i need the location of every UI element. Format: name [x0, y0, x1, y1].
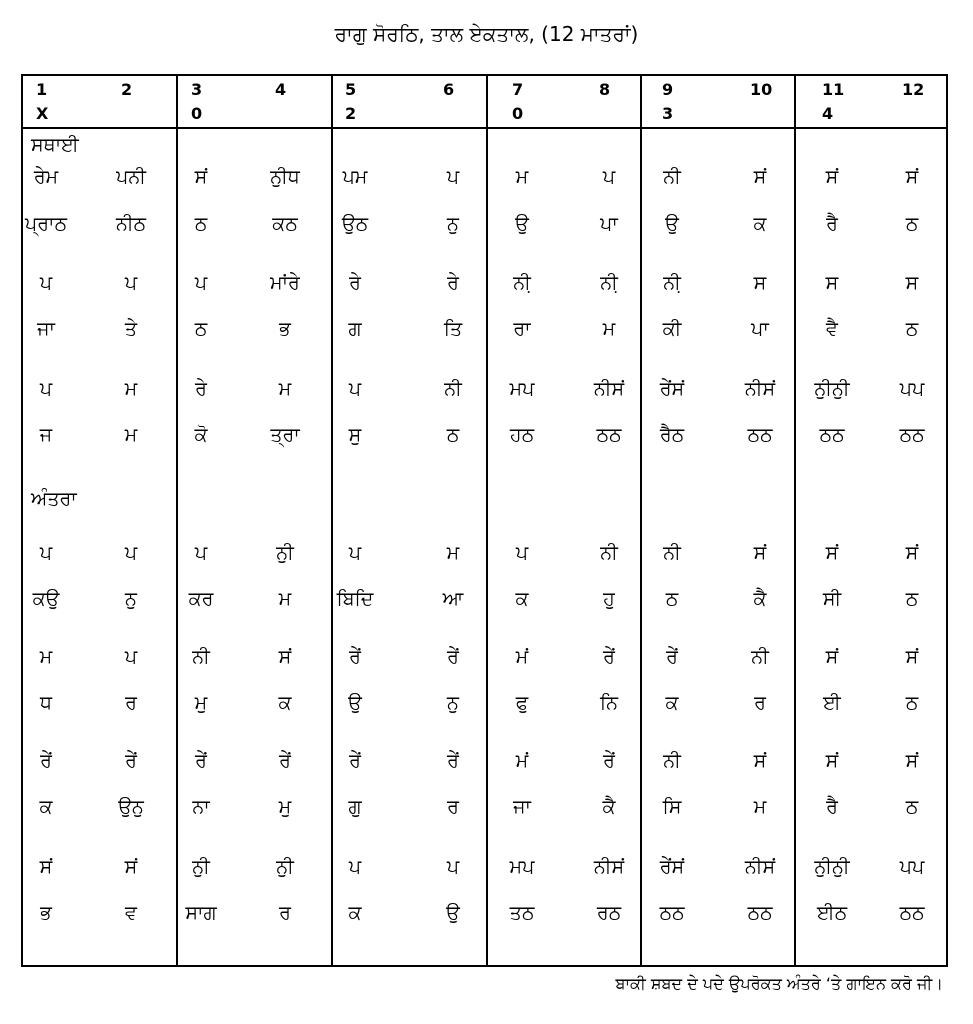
bol-cell: ਤ੍ਰਾ	[270, 424, 300, 446]
swar-cell: ਰੇਂ	[279, 750, 291, 772]
bol-cell: ਜ	[39, 424, 53, 446]
swar-cell: ਪ	[39, 378, 53, 400]
bol-cell: ਮੁ	[194, 692, 208, 714]
bol-cell: ਨੁ	[125, 588, 137, 610]
swar-cell: ਪ	[194, 542, 208, 564]
bol-cell: ਉ	[515, 213, 529, 235]
bol-cell: ਭ	[279, 318, 291, 340]
bol-cell: ਨੁ	[447, 213, 459, 235]
bol-cell: ਠਠ	[747, 902, 773, 924]
bol-cell: ਆ	[442, 588, 464, 610]
bol-cell: ਜਾ	[513, 796, 531, 818]
swar-cell: ਸਂ	[825, 750, 839, 772]
bol-cell: ਰ	[125, 692, 137, 714]
bol-cell: ਗੁ	[348, 796, 362, 818]
swar-cell: ਰੇ	[349, 272, 361, 294]
swar-cell: ਰੇਂ	[603, 750, 615, 772]
bol-cell: ਰਠ	[596, 902, 622, 924]
bol-cell: ਕੈ	[753, 588, 767, 610]
swar-cell: ਸਂ	[753, 166, 767, 188]
swar-cell: ਸ	[825, 272, 839, 294]
bol-cell: ਰੈ	[826, 796, 838, 818]
swar-cell: ਮਂ	[515, 750, 529, 772]
swar-cell: ਰੇਂ	[349, 750, 361, 772]
swar-cell: ਰੇਂ	[447, 750, 459, 772]
swar-cell: ਪਮ	[342, 166, 368, 188]
beat-number: 1	[36, 80, 48, 99]
swar-cell: ਮ	[124, 378, 138, 400]
page-title: ਰਾਗੁ ਸੋਰਠਿ, ਤਾਲ ਏਕਤਾਲ, (12 ਮਾਤਰਾਂ)	[334, 22, 639, 46]
bol-cell: ਹਠ	[509, 424, 535, 446]
bol-cell: ਠ	[905, 692, 919, 714]
bol-cell: ਠਠ	[899, 902, 925, 924]
notation-grid	[21, 74, 948, 967]
swar-cell: ਨੀ਼	[513, 272, 531, 294]
bol-cell: ਨਿ	[600, 692, 618, 714]
taal-mark: 4	[822, 104, 834, 123]
taal-mark: 2	[345, 104, 357, 123]
bol-cell: ਕੈ	[602, 796, 616, 818]
bol-cell: ਰਾ	[513, 318, 531, 340]
swar-cell: ਨੁੀਨੁੀ	[814, 856, 850, 878]
swar-cell: ਨੁੀ	[276, 542, 294, 564]
bol-cell: ਉਨੁ	[118, 796, 144, 818]
swar-cell: ਮ	[278, 378, 292, 400]
beat-number: 8	[599, 80, 611, 99]
swar-cell: ਪ	[124, 272, 138, 294]
swar-cell: ਨੀ	[663, 542, 681, 564]
swar-cell: ਮਾਂਰੇ	[270, 272, 300, 294]
taal-mark: 0	[512, 104, 524, 123]
beat-number: 5	[345, 80, 357, 99]
bol-cell: ਕੋ	[194, 424, 208, 446]
bol-cell: ਠ	[446, 424, 460, 446]
beat-number: 12	[902, 80, 925, 99]
bol-cell: ਧ	[40, 692, 52, 714]
beat-number: 10	[750, 80, 773, 99]
bol-cell: ਠ	[905, 796, 919, 818]
bol-cell: ਵੈ	[826, 318, 838, 340]
column-divider	[176, 76, 178, 965]
swar-cell: ਨੀ	[600, 542, 618, 564]
taal-mark: X	[36, 104, 49, 123]
bol-cell: ਪ੍ਰਾਠ	[25, 213, 67, 235]
swar-cell: ਨੀ	[751, 646, 769, 668]
swar-cell: ਸ	[905, 272, 919, 294]
section-label-antra: ਅੰਤਰਾ	[31, 488, 77, 510]
beat-number: 4	[275, 80, 287, 99]
swar-cell: ਮ	[515, 166, 529, 188]
bol-cell: ਪਾ	[751, 318, 769, 340]
bol-cell: ਨਾ	[192, 796, 210, 818]
swar-cell: ਰੇਂ	[125, 750, 137, 772]
swar-cell: ਪਪ	[899, 856, 925, 878]
bol-cell: ਉ	[446, 902, 460, 924]
bol-cell: ਮੁ	[278, 796, 292, 818]
bol-cell: ਠ	[194, 318, 208, 340]
swar-cell: ਰੇਮ	[33, 166, 59, 188]
swar-cell: ਪਨੀ	[116, 166, 146, 188]
header-divider	[23, 127, 946, 129]
swar-cell: ਪ	[194, 272, 208, 294]
swar-cell: ਸਂ	[825, 646, 839, 668]
bol-cell: ਤਠ	[509, 902, 535, 924]
bol-cell: ਨੁ	[447, 692, 459, 714]
beat-number: 11	[822, 80, 845, 99]
swar-cell: ਪਪ	[899, 378, 925, 400]
bol-cell: ਰ	[279, 902, 291, 924]
swar-cell: ਨੀ਼	[663, 272, 681, 294]
swar-cell: ਸਂ	[825, 166, 839, 188]
swar-cell: ਨੁੀਨੁੀ	[814, 378, 850, 400]
swar-cell: ਪ	[39, 272, 53, 294]
swar-cell: ਪ	[348, 378, 362, 400]
section-label-sthai: ਸਥਾਈ	[31, 134, 79, 156]
bol-cell: ਠਠ	[659, 902, 685, 924]
swar-cell: ਪ	[446, 856, 460, 878]
bol-cell: ਠ	[194, 213, 208, 235]
taal-mark: 0	[191, 104, 203, 123]
bol-cell: ਕ	[515, 588, 529, 610]
taal-mark: 3	[662, 104, 674, 123]
swar-cell: ਰੇਂ	[195, 750, 207, 772]
bol-cell: ਠਠ	[819, 424, 845, 446]
bol-cell: ਈਠ	[816, 902, 848, 924]
swar-cell: ਨੀਸਂ	[744, 378, 776, 400]
swar-cell: ਰੇਂਸਂ	[659, 856, 685, 878]
swar-cell: ਸਂ	[905, 166, 919, 188]
bol-cell: ਠਠ	[899, 424, 925, 446]
bol-cell: ਸੁ	[348, 424, 362, 446]
swar-cell: ਪ	[515, 542, 529, 564]
beat-number: 9	[662, 80, 674, 99]
bol-cell: ਉ	[665, 213, 679, 235]
beat-number: 2	[121, 80, 133, 99]
bol-cell: ਕਉ	[32, 588, 60, 610]
swar-cell: ਨੀਸਂ	[593, 856, 625, 878]
swar-cell: ਸ	[753, 272, 767, 294]
bol-cell: ਪਾ	[600, 213, 618, 235]
swar-cell: ਨੀਸਂ	[593, 378, 625, 400]
bol-cell: ਸਾਗ	[185, 902, 217, 924]
swar-cell: ਸਂ	[825, 542, 839, 564]
swar-cell: ਨੀ	[663, 750, 681, 772]
bol-cell: ਕ	[278, 692, 292, 714]
bol-cell: ਠ	[905, 588, 919, 610]
beat-number: 3	[191, 80, 203, 99]
bol-cell: ਉਠ	[341, 213, 369, 235]
swar-cell: ਨੁੀ	[276, 856, 294, 878]
swar-cell: ਸਂ	[905, 646, 919, 668]
bol-cell: ਸਿ	[662, 796, 682, 818]
swar-cell: ਸਂ	[753, 750, 767, 772]
swar-cell: ਰੇ	[447, 272, 459, 294]
bol-cell: ਸੀ	[822, 588, 842, 610]
bol-cell: ਮ	[753, 796, 767, 818]
swar-cell: ਪ	[348, 542, 362, 564]
swar-cell: ਨੀ	[663, 166, 681, 188]
swar-cell: ਮ	[39, 646, 53, 668]
bol-cell: ਗ	[348, 318, 362, 340]
swar-cell: ਨੁੀਧ	[270, 166, 300, 188]
bol-cell: ਮ	[602, 318, 616, 340]
swar-cell: ਸਂ	[753, 542, 767, 564]
bol-cell: ਕੀ	[662, 318, 682, 340]
column-divider	[331, 76, 333, 965]
swar-cell: ਪ	[446, 166, 460, 188]
swar-cell: ਮ	[446, 542, 460, 564]
swar-cell: ਨੀਸਂ	[744, 856, 776, 878]
swar-cell: ਸਂ	[905, 542, 919, 564]
bol-cell: ਨੀਠ	[115, 213, 147, 235]
swar-cell: ਸਂ	[194, 166, 208, 188]
swar-cell: ਪ	[348, 856, 362, 878]
column-divider	[486, 76, 488, 965]
swar-cell: ਪ	[39, 542, 53, 564]
bol-cell: ਬਿਦਿ	[336, 588, 374, 610]
bol-cell: ਵ	[125, 902, 137, 924]
swar-cell: ਪ	[124, 542, 138, 564]
bol-cell: ਠਠ	[596, 424, 622, 446]
bol-cell: ਠ	[905, 318, 919, 340]
swar-cell: ਸਂ	[124, 856, 138, 878]
bol-cell: ਜਾ	[37, 318, 55, 340]
bol-cell: ਮ	[278, 588, 292, 610]
bol-cell: ਰ	[447, 796, 459, 818]
swar-cell: ਪ	[124, 646, 138, 668]
bol-cell: ਰ	[754, 692, 766, 714]
bol-cell: ਤੇ	[124, 318, 138, 340]
column-divider	[794, 76, 796, 965]
bol-cell: ਤਿ	[443, 318, 463, 340]
beat-number: 6	[443, 80, 455, 99]
bol-cell: ਫੁ	[515, 692, 529, 714]
bol-cell: ਕਠ	[272, 213, 298, 235]
bol-cell: ਕਰ	[188, 588, 214, 610]
bol-cell: ਠ	[665, 588, 679, 610]
swar-cell: ਰੇਂ	[447, 646, 459, 668]
bol-cell: ਠਠ	[747, 424, 773, 446]
bol-cell: ਕ	[753, 213, 767, 235]
bol-cell: ਹੁ	[603, 588, 615, 610]
bol-cell: ਕ	[39, 796, 53, 818]
bol-cell: ਰੈ	[826, 213, 838, 235]
bol-cell: ਈ	[823, 692, 841, 714]
column-divider	[640, 76, 642, 965]
bol-cell: ਭ	[40, 902, 52, 924]
bol-cell: ਮ	[124, 424, 138, 446]
swar-cell: ਮਂ	[515, 646, 529, 668]
swar-cell: ਰੇਂ	[603, 646, 615, 668]
swar-cell: ਰੇਂ	[40, 750, 52, 772]
bol-cell: ਠ	[905, 213, 919, 235]
swar-cell: ਨੀ	[444, 378, 462, 400]
swar-cell: ਸਂ	[39, 856, 53, 878]
swar-cell: ਮਪ	[509, 378, 535, 400]
swar-cell: ਨੀ	[192, 646, 210, 668]
bol-cell: ਕ	[665, 692, 679, 714]
swar-cell: ਰੇਂ	[349, 646, 361, 668]
bol-cell: ਉ	[348, 692, 362, 714]
swar-cell: ਰੇਂ	[666, 646, 678, 668]
swar-cell: ਨੀ਼	[600, 272, 618, 294]
swar-cell: ਰੇਂਸਂ	[659, 378, 685, 400]
swar-cell: ਨੁੀ	[192, 856, 210, 878]
swar-cell: ਮਪ	[509, 856, 535, 878]
bol-cell: ਰੈਠ	[659, 424, 685, 446]
footer-note: ਬਾਕੀ ਸ਼ਬਦ ਦੇ ਪਦੇ ਉਪਰੋਕਤ ਅੰਤਰੇ ‘ਤੇ ਗਾਇਨ ਕਰੋ ਜੀ।	[615, 974, 943, 993]
beat-number: 7	[512, 80, 524, 99]
swar-cell: ਰੇ	[195, 378, 207, 400]
swar-cell: ਪ	[602, 166, 616, 188]
swar-cell: ਸਂ	[905, 750, 919, 772]
bol-cell: ਕ	[348, 902, 362, 924]
swar-cell: ਸਂ	[278, 646, 292, 668]
